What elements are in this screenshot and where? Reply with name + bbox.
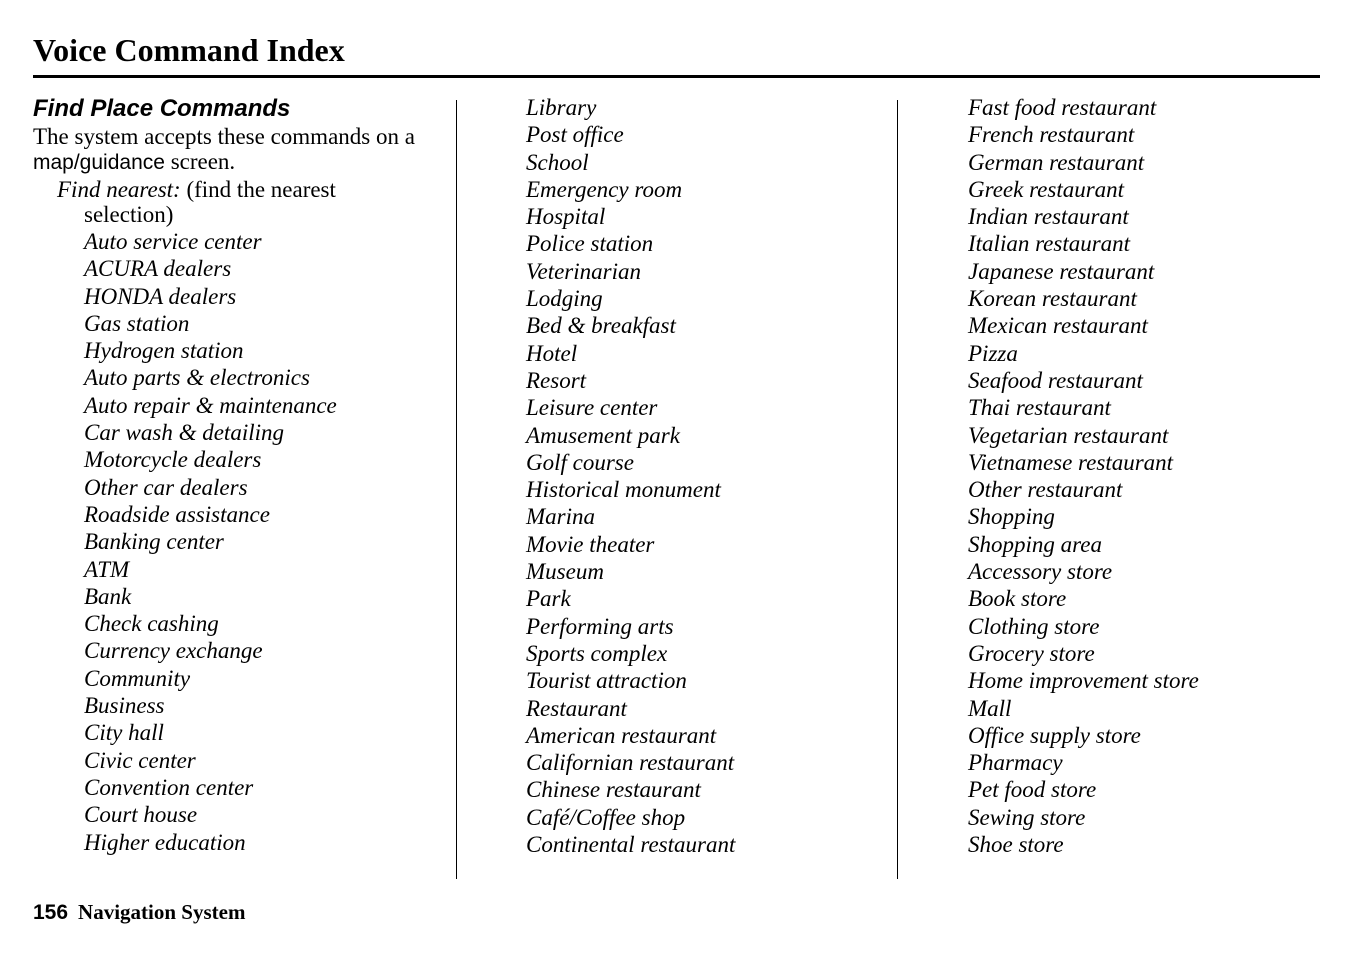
command-item: Office supply store (968, 722, 1141, 748)
command-item: Hotel (526, 340, 578, 366)
command-item: Shopping (968, 504, 1055, 530)
command-item: Roadside assistance (84, 501, 270, 527)
command-item: Gas station (84, 310, 190, 336)
command-item: Leisure center (526, 395, 658, 421)
command-item: Shoe store (968, 832, 1064, 858)
command-item: Civic center (84, 747, 196, 773)
command-item: French restaurant (968, 122, 1135, 148)
command-item: Vegetarian restaurant (968, 422, 1169, 448)
command-item: HONDA dealers (84, 283, 237, 309)
command-item: Lodging (526, 286, 603, 312)
command-item: Auto repair & maintenance (84, 392, 337, 418)
command-item: Auto parts & electronics (84, 365, 310, 391)
command-item: Movie theater (526, 531, 655, 557)
command-item: Emergency room (526, 176, 683, 202)
command-item: Seafood restaurant (968, 367, 1143, 393)
command-item: Higher education (84, 829, 246, 855)
column-3 (968, 94, 1328, 858)
command-item: Other restaurant (968, 477, 1123, 503)
command-item: Historical monument (526, 477, 721, 503)
intro-map-guidance: map/guidance (33, 151, 165, 174)
command-item: Business (84, 693, 165, 719)
page-number: 156 (33, 901, 69, 924)
section-heading: Find Place Commands (33, 95, 291, 122)
command-item: Park (526, 586, 571, 612)
command-item: ATM (84, 556, 130, 582)
command-item: Californian restaurant (526, 750, 735, 776)
find-nearest-label: Find nearest: (57, 177, 181, 202)
command-item: Indian restaurant (968, 204, 1129, 230)
command-list-column-1 (33, 228, 443, 856)
command-item: German restaurant (968, 149, 1145, 175)
footer-title: Navigation System (78, 900, 246, 924)
command-item: Resort (526, 367, 587, 393)
command-item: Italian restaurant (968, 231, 1131, 257)
command-item: Library (526, 95, 597, 120)
command-item: Book store (968, 586, 1067, 612)
command-item: Bed & breakfast (526, 313, 676, 339)
intro-text-part2: screen. (164, 149, 236, 174)
command-item: Café/Coffee shop (526, 804, 686, 830)
title-rule (33, 75, 1320, 78)
command-item: Pet food store (968, 777, 1097, 803)
command-item: Museum (526, 559, 604, 585)
command-item: Sports complex (526, 640, 668, 666)
command-item: Greek restaurant (968, 176, 1125, 202)
page-footer (33, 898, 245, 929)
command-item: Auto service center (84, 229, 262, 254)
column-1 (33, 94, 443, 856)
command-item: Pizza (968, 340, 1018, 366)
command-item: Pharmacy (968, 750, 1063, 776)
command-item: Accessory store (968, 559, 1113, 585)
command-item: Japanese restaurant (968, 258, 1155, 284)
command-item: ACURA dealers (84, 256, 232, 282)
command-item: Mexican restaurant (968, 313, 1148, 339)
command-item: Performing arts (526, 613, 674, 639)
command-item: Other car dealers (84, 474, 248, 500)
command-item: Marina (526, 504, 595, 530)
command-item: Hospital (526, 204, 606, 230)
command-item: Thai restaurant (968, 395, 1111, 421)
command-item: City hall (84, 720, 164, 746)
command-item: Korean restaurant (968, 286, 1137, 312)
command-item: Court house (84, 802, 198, 828)
command-item: Post office (526, 122, 624, 148)
page-title: Voice Command Index (33, 32, 345, 68)
command-item: Restaurant (526, 695, 627, 721)
command-item: Fast food restaurant (968, 95, 1157, 120)
intro-text (33, 124, 443, 175)
command-item: Amusement park (526, 422, 680, 448)
command-item: Continental restaurant (526, 832, 736, 858)
command-item: Vietnamese restaurant (968, 449, 1174, 475)
column-divider (456, 100, 457, 879)
column-divider (897, 100, 898, 879)
find-nearest-description-cont: selection) (84, 202, 174, 227)
command-item: Check cashing (84, 611, 219, 637)
command-item: Chinese restaurant (526, 777, 701, 803)
command-item: Home improvement store (968, 668, 1199, 694)
find-nearest-command (57, 177, 443, 227)
command-item: Police station (526, 231, 654, 257)
command-item: Currency exchange (84, 638, 263, 664)
command-item: Bank (84, 583, 132, 609)
command-item: Shopping area (968, 531, 1102, 557)
command-item: Golf course (526, 449, 634, 475)
column-2 (526, 94, 886, 858)
command-item: Grocery store (968, 640, 1095, 666)
command-item: Clothing store (968, 613, 1100, 639)
find-nearest-description: (find the nearest (180, 177, 336, 202)
command-item: Convention center (84, 774, 254, 800)
command-item: Hydrogen station (84, 338, 244, 364)
command-item: Community (84, 665, 191, 691)
command-item: Tourist attraction (526, 668, 687, 694)
command-list-column-2 (526, 94, 886, 858)
command-item: Car wash & detailing (84, 420, 284, 446)
command-item: Veterinarian (526, 258, 641, 284)
command-item: American restaurant (526, 722, 717, 748)
command-item: Sewing store (968, 804, 1086, 830)
command-item: Mall (968, 695, 1012, 721)
intro-text-part1: The system accepts these commands on a (33, 124, 415, 149)
command-item: Banking center (84, 529, 224, 555)
command-list-column-3 (968, 94, 1328, 858)
command-item: Motorcycle dealers (84, 447, 262, 473)
command-item: School (526, 149, 589, 175)
